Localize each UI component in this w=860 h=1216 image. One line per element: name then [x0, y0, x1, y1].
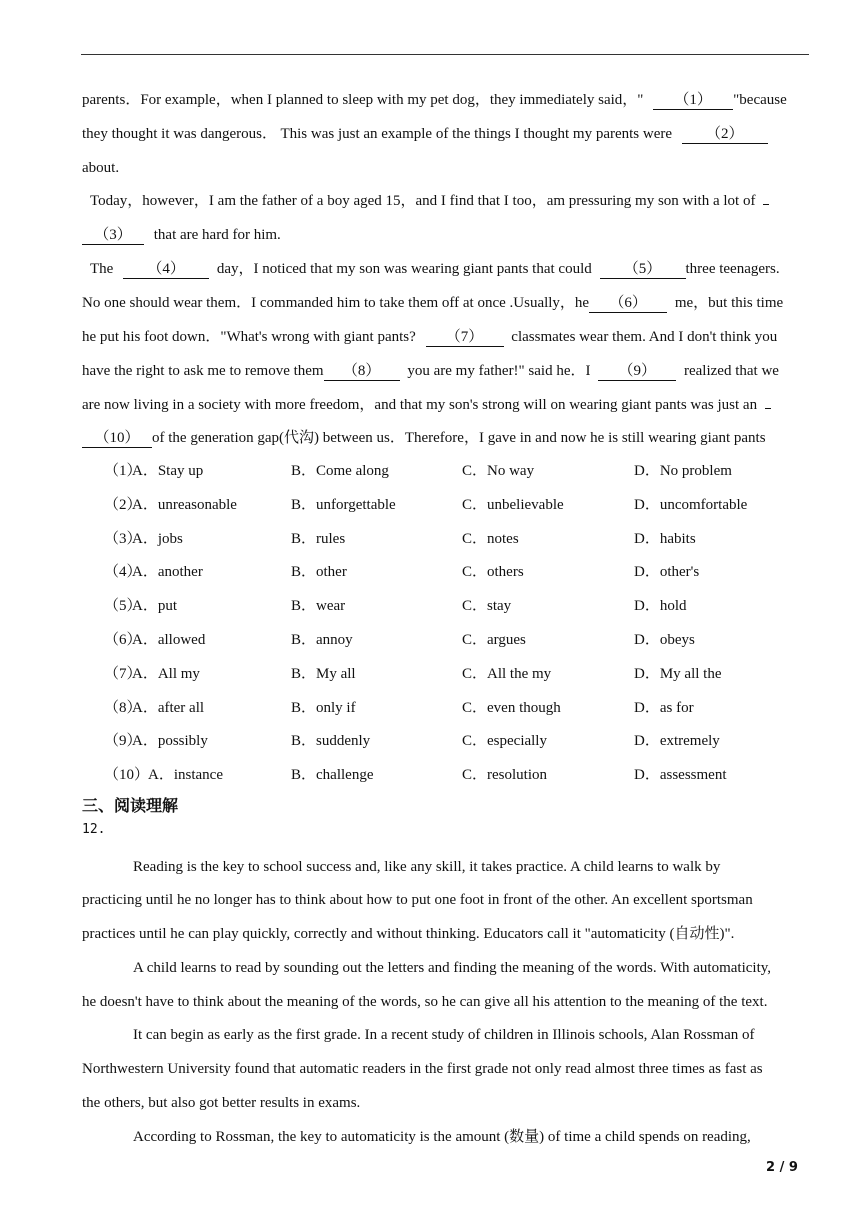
option-c: C．notes [462, 530, 519, 547]
text: are now living in a society with more freedom，and that my son's strong will on wearing giant pants was just an [82, 397, 758, 413]
option-number: （4） [104, 564, 142, 581]
reading-line-5: he doesn't have to think about the meaning of the words, so he can give all his attention to the meaning of the text. [82, 994, 768, 1010]
option-number: （8） [104, 699, 142, 716]
option-number: （9） [104, 733, 142, 750]
option-a: A．another [132, 564, 203, 581]
text: me，but this time [674, 295, 784, 311]
reading-line-6: It can begin as early as the first grade. In a recent study of children in Illinois schools, Alan Rossman of [133, 1027, 755, 1043]
option-d: D．extremely [634, 733, 720, 750]
option-a: A．possibly [132, 733, 208, 750]
option-c: C．even though [462, 699, 561, 716]
option-c: C．argues [462, 632, 526, 648]
option-d: D．hold [634, 598, 687, 615]
option-d: D．assessment [634, 767, 727, 784]
option-number: （3） [104, 530, 142, 547]
text: No one should wear them．I commanded him to take them off at once .Usually，he [82, 295, 590, 311]
cloze-line-6 [90, 259, 780, 279]
reading-line-4: A child learns to read by sounding out the letters and finding the meaning of the words. With automaticity, [133, 960, 772, 976]
option-b: B．challenge [291, 767, 374, 784]
option-row [0, 629, 860, 651]
cloze-line-11 [82, 428, 766, 448]
text: classmates wear them. And I don't think you [511, 329, 778, 345]
option-d: D．habits [634, 530, 696, 547]
option-row [0, 697, 860, 719]
blank-6: （6） [589, 295, 667, 313]
blank-9: （9） [598, 363, 676, 381]
option-number: （6） [104, 632, 142, 648]
blank-1: （1） [653, 92, 733, 110]
text: that are hard for him. [153, 227, 281, 243]
reading-line-2: practicing until he no longer has to think about how to put one foot in front of the other. An excellent sportsman [82, 892, 753, 908]
text: realized that we [684, 363, 779, 379]
option-row [0, 528, 860, 550]
reading-line-7: Northwestern University found that automatic readers in the first grade not only read almost three times as fast as [82, 1061, 763, 1077]
option-number: （1） [104, 463, 142, 479]
blank-7: （7） [426, 329, 504, 347]
option-row [0, 663, 860, 685]
option-a: A．put [132, 598, 178, 615]
blank-3: （3） [82, 227, 144, 245]
option-row [0, 730, 860, 752]
section-title: 三、阅读理解 [82, 796, 179, 815]
text: of the generation gap(代沟) between us．Therefore，I gave in and now he is still wearing giant pants [152, 430, 766, 446]
option-d: D．as for [634, 699, 694, 716]
option-row [0, 494, 860, 516]
blank-2: （2） [682, 126, 768, 144]
text: "because [733, 92, 787, 108]
blank-5: （5） [600, 261, 686, 279]
option-d: D．My all the [634, 665, 722, 682]
option-row [0, 764, 860, 786]
blank-4: （4） [123, 261, 209, 279]
option-c: C．All the my [462, 665, 552, 682]
option-a: A．Stay up [132, 463, 204, 479]
text: they thought it was dangerous． This was just an example of the things I thought my parents were [82, 126, 673, 142]
option-d: D．obeys [634, 632, 695, 648]
page-number: 2 / 9 [766, 1160, 798, 1175]
option-d: D．uncomfortable [634, 496, 748, 513]
text: Today，however，I am the father of a boy aged 15，and I find that I too，am pressuring my son with a lot of [90, 193, 756, 209]
option-b: B．unforgettable [291, 496, 396, 513]
cloze-line-1 [82, 90, 787, 110]
blank-10: （10） [82, 430, 152, 448]
option-number: （7） [104, 665, 142, 682]
option-row [0, 460, 860, 482]
text: The [90, 261, 114, 277]
header-rule [81, 54, 809, 55]
reading-line-1: Reading is the key to school success and, like any skill, it takes practice. A child learns to walk by [133, 859, 721, 875]
option-c: C．stay [462, 598, 512, 615]
option-b: B．suddenly [291, 733, 371, 750]
option-b: B．My all [291, 665, 356, 682]
cloze-line-8 [82, 327, 777, 347]
text: day，I noticed that my son was wearing giant pants that could [216, 261, 592, 277]
option-row [0, 561, 860, 583]
cloze-line-10 [82, 395, 771, 415]
option-b: B．other [291, 564, 347, 581]
option-row [0, 595, 860, 617]
cloze-line-7 [82, 293, 783, 313]
option-c: C．unbelievable [462, 496, 564, 513]
option-a: A．unreasonable [132, 496, 237, 513]
option-c: C．especially [462, 733, 547, 750]
option-b: B．Come along [291, 463, 389, 479]
text: have the right to ask me to remove them [82, 363, 324, 379]
option-a: A．All my [132, 665, 200, 682]
cloze-line-4 [90, 191, 769, 211]
option-d: D．other's [634, 564, 700, 581]
option-a: A．allowed [132, 632, 206, 648]
text: he put his foot down．"What's wrong with giant pants? [82, 329, 416, 345]
option-number: （5） [104, 598, 142, 615]
option-a: A．instance [148, 767, 223, 784]
blank-10-start [765, 408, 771, 409]
reading-line-9: According to Rossman, the key to automaticity is the amount (数量) of time a child spends on reading, [133, 1129, 751, 1145]
option-b: B．wear [291, 598, 346, 615]
cloze-line-9 [82, 361, 779, 381]
reading-line-8: the others, but also got better results in exams. [82, 1095, 361, 1111]
text: about. [82, 160, 120, 176]
cloze-line-3 [82, 158, 119, 178]
reading-line-3: practices until he can play quickly, correctly and without thinking. Educators call it "automaticity (自动性)". [82, 926, 735, 942]
text: you are my father!" said he．I [407, 363, 591, 379]
blank-3-start [763, 204, 769, 205]
option-c: C．resolution [462, 767, 547, 784]
text: parents．For example，when I planned to sleep with my pet dog，they immediately said，" [82, 92, 644, 108]
cloze-line-2 [82, 124, 768, 144]
option-number: （2） [104, 496, 142, 513]
option-b: B．annoy [291, 632, 353, 648]
option-d: D．No problem [634, 463, 732, 479]
option-c: C．others [462, 564, 524, 581]
option-a: A．after all [132, 699, 205, 716]
blank-8: （8） [324, 363, 400, 381]
text: three teenagers. [685, 261, 780, 277]
option-a: A．jobs [132, 530, 183, 547]
cloze-line-5 [82, 225, 281, 245]
option-b: B．only if [291, 699, 356, 716]
option-number: （10） [104, 767, 150, 784]
option-c: C．No way [462, 463, 535, 479]
question-number: 12. [82, 822, 106, 837]
option-b: B．rules [291, 530, 346, 547]
